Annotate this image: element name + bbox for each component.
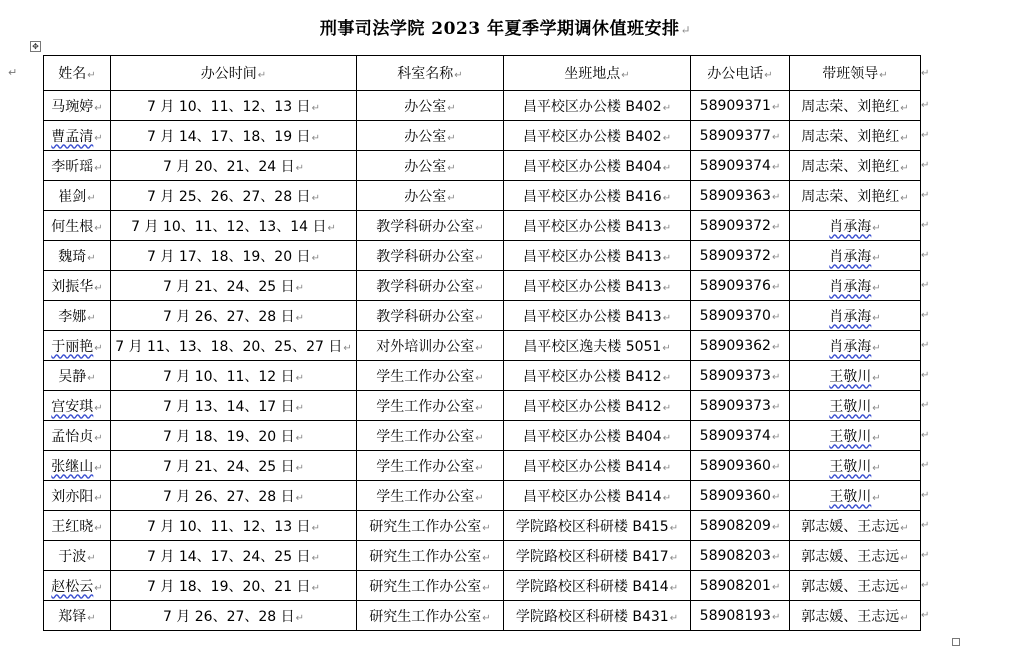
- table-row: [44, 121, 932, 151]
- cell-dept[interactable]: [357, 601, 504, 631]
- cell-dept-text: 学生工作办公室: [376, 458, 475, 475]
- cell-leader-text: 肖承海: [829, 308, 872, 325]
- cell-dept[interactable]: [357, 271, 504, 301]
- cell-phone-text: 58909377: [699, 127, 771, 144]
- table-row: [44, 151, 932, 181]
- cell-name[interactable]: [44, 571, 111, 601]
- cell-dept[interactable]: [357, 391, 504, 421]
- cell-name-text: 崔剑: [58, 188, 87, 205]
- row-end-mark-icon: ↵: [921, 190, 930, 201]
- cell-leader-text: 郭志媛、王志远: [801, 578, 900, 595]
- table-resize-handle-icon[interactable]: [952, 638, 960, 646]
- cell-leader[interactable]: [790, 361, 921, 391]
- cell-dept[interactable]: [357, 481, 504, 511]
- cell-name[interactable]: [44, 391, 111, 421]
- row-end-mark-icon: ↵: [921, 130, 930, 141]
- cell-time-text: 7 月 13、14、17 日: [162, 398, 295, 415]
- cell-phone-text: 58908209: [699, 517, 771, 534]
- title-text: 刑事司法学院 2023 年夏季学期调休值班安排: [319, 19, 680, 39]
- cell-leader[interactable]: [790, 331, 921, 361]
- cell-leader[interactable]: [790, 571, 921, 601]
- cell-location-text: 昌平校区办公楼 B413: [522, 308, 662, 325]
- cell-location-text: 昌平校区办公楼 B404: [522, 158, 662, 175]
- table-row: [44, 241, 932, 271]
- cell-name[interactable]: [44, 601, 111, 631]
- cell-leader-text: 王敬川: [829, 488, 872, 505]
- cell-time[interactable]: [111, 511, 357, 541]
- cell-location[interactable]: [504, 541, 691, 571]
- cell-location[interactable]: [504, 91, 691, 121]
- cell-time[interactable]: [111, 271, 357, 301]
- table-row: [44, 391, 932, 421]
- cell-phone[interactable]: [691, 391, 790, 421]
- header-name[interactable]: 姓名 ↵: [44, 56, 111, 91]
- cell-leader-text: 王敬川: [829, 428, 872, 445]
- row-end-mark-icon: ↵: [921, 370, 930, 381]
- cell-phone[interactable]: [691, 91, 790, 121]
- cell-leader[interactable]: [790, 541, 921, 571]
- table-row: [44, 571, 932, 601]
- row-end-mark-icon: ↵: [921, 550, 930, 561]
- cell-location[interactable]: [504, 361, 691, 391]
- cell-name[interactable]: [44, 421, 111, 451]
- cell-leader[interactable]: [790, 121, 921, 151]
- cell-leader-text: 王敬川: [829, 368, 872, 385]
- cell-dept-text: 研究生工作办公室: [369, 518, 482, 535]
- paragraph-mark-icon: ↵: [680, 23, 692, 37]
- cell-dept[interactable]: [357, 511, 504, 541]
- table-row: [44, 541, 932, 571]
- cell-location[interactable]: [504, 571, 691, 601]
- cell-time-text: 7 月 11、13、18、20、25、27 日: [115, 338, 343, 355]
- cell-time-text: 7 月 10、11、12、13 日: [147, 518, 311, 535]
- cell-location[interactable]: [504, 511, 691, 541]
- table-row: [44, 361, 932, 391]
- cell-time-text: 7 月 21、24、25 日: [162, 458, 295, 475]
- cell-dept[interactable]: [357, 181, 504, 211]
- row-end-mark-icon: ↵: [921, 430, 930, 441]
- header-location[interactable]: 坐班地点 ↵: [504, 56, 691, 91]
- cell-time[interactable]: [111, 151, 357, 181]
- cell-dept-text: 研究生工作办公室: [369, 608, 482, 625]
- cell-name-text: 李昕瑶: [51, 158, 94, 175]
- cell-time[interactable]: [111, 391, 357, 421]
- cell-name[interactable]: [44, 271, 111, 301]
- cell-phone[interactable]: [691, 571, 790, 601]
- cell-location-text: 昌平校区办公楼 B412: [522, 398, 662, 415]
- cell-leader-text: 王敬川: [829, 398, 872, 415]
- cell-phone-text: 58909376: [699, 277, 771, 294]
- cell-location-text: 昌平校区办公楼 B414: [522, 488, 662, 505]
- cell-dept-text: 学生工作办公室: [376, 488, 475, 505]
- cell-phone-text: 58909370: [699, 307, 771, 324]
- row-end-mark-icon: ↵: [921, 160, 930, 171]
- cell-time[interactable]: [111, 241, 357, 271]
- cell-leader-text: 周志荣、刘艳红: [801, 158, 900, 175]
- table-row: [44, 601, 932, 631]
- cell-name-text: 于丽艳: [51, 338, 94, 355]
- cell-name[interactable]: [44, 91, 111, 121]
- cell-leader-text: 郭志媛、王志远: [801, 518, 900, 535]
- cell-location-text: 昌平校区办公楼 B416: [522, 188, 662, 205]
- cell-name-text: 刘亦阳: [51, 488, 94, 505]
- cell-dept-text: 办公室: [404, 128, 447, 145]
- cell-location-text: 昌平校区办公楼 B412: [522, 368, 662, 385]
- cell-name[interactable]: [44, 181, 111, 211]
- cell-dept[interactable]: [357, 571, 504, 601]
- table-row: [44, 271, 932, 301]
- cell-time-text: 7 月 21、24、25 日: [162, 278, 295, 295]
- cell-location-text: 学院路校区科研楼 B414: [515, 578, 669, 595]
- cell-time-text: 7 月 25、26、27、28 日: [147, 188, 311, 205]
- cell-leader[interactable]: [790, 91, 921, 121]
- cell-dept[interactable]: [357, 331, 504, 361]
- cell-name[interactable]: [44, 541, 111, 571]
- cell-name-text: 吴静: [58, 368, 87, 385]
- cell-name-text: 于波: [58, 548, 87, 565]
- cell-dept-text: 学生工作办公室: [376, 368, 475, 385]
- cell-phone[interactable]: [691, 241, 790, 271]
- cell-location-text: 昌平校区办公楼 B413: [522, 218, 662, 235]
- cell-time[interactable]: [111, 361, 357, 391]
- cell-time[interactable]: [111, 451, 357, 481]
- cell-time-text: 7 月 26、27、28 日: [162, 488, 295, 505]
- cell-dept[interactable]: [357, 451, 504, 481]
- row-end-mark-icon: ↵: [921, 460, 930, 471]
- cell-leader[interactable]: [790, 601, 921, 631]
- cell-location[interactable]: [504, 181, 691, 211]
- table-header-row: [44, 56, 932, 91]
- cell-phone-text: 58909362: [699, 337, 771, 354]
- cell-name-text: 魏琦: [58, 248, 87, 265]
- row-end-mark-icon: ↵: [921, 310, 930, 321]
- cell-phone[interactable]: [691, 361, 790, 391]
- cell-name-text: 马琬婷: [51, 98, 94, 115]
- cell-name[interactable]: [44, 151, 111, 181]
- cell-leader[interactable]: [790, 511, 921, 541]
- cell-phone-text: 58909371: [699, 97, 771, 114]
- cell-phone-text: 58909374: [699, 427, 771, 444]
- cell-location[interactable]: [504, 271, 691, 301]
- cell-phone[interactable]: [691, 301, 790, 331]
- cell-dept[interactable]: [357, 211, 504, 241]
- cell-phone-text: 58909373: [699, 367, 771, 384]
- cell-name[interactable]: [44, 301, 111, 331]
- cell-dept-text: 办公室: [404, 158, 447, 175]
- row-end-mark-icon: ↵: [921, 100, 930, 111]
- row-end-mark-icon: ↵: [921, 490, 930, 501]
- cell-phone[interactable]: [691, 601, 790, 631]
- header-dept[interactable]: 科室名称 ↵: [357, 56, 504, 91]
- cell-time[interactable]: [111, 181, 357, 211]
- table-row: [44, 91, 932, 121]
- cell-time-text: 7 月 14、17、24、25 日: [147, 548, 311, 565]
- cell-leader[interactable]: [790, 391, 921, 421]
- document-title: [0, 14, 1011, 39]
- cell-location-text: 昌平校区办公楼 B402: [522, 128, 662, 145]
- table-row: [44, 451, 932, 481]
- cell-name-text: 郑铎: [58, 608, 87, 625]
- cell-location-text: 学院路校区科研楼 B415: [515, 518, 669, 535]
- cell-phone[interactable]: [691, 451, 790, 481]
- cell-dept-text: 教学科研办公室: [376, 248, 475, 265]
- table-body: [44, 91, 932, 631]
- cell-leader[interactable]: [790, 481, 921, 511]
- cell-leader-text: 肖承海: [829, 278, 872, 295]
- row-end-mark-icon: ↵: [921, 610, 930, 621]
- cell-time[interactable]: [111, 601, 357, 631]
- cell-phone-text: 58909360: [699, 457, 771, 474]
- cell-location-text: 学院路校区科研楼 B417: [515, 548, 669, 565]
- cell-phone-text: 58909374: [699, 157, 771, 174]
- cell-name[interactable]: [44, 451, 111, 481]
- cell-location[interactable]: [504, 421, 691, 451]
- cell-name[interactable]: [44, 481, 111, 511]
- cell-phone[interactable]: [691, 271, 790, 301]
- cell-location[interactable]: [504, 121, 691, 151]
- cell-leader[interactable]: [790, 301, 921, 331]
- table-row: [44, 181, 932, 211]
- cell-phone[interactable]: [691, 121, 790, 151]
- cell-time-text: 7 月 17、18、19、20 日: [147, 248, 311, 265]
- cell-phone[interactable]: [691, 151, 790, 181]
- cell-location-text: 昌平校区办公楼 B404: [522, 428, 662, 445]
- cell-name-text: 孟怡贞: [51, 428, 94, 445]
- table-row: [44, 511, 932, 541]
- cell-leader[interactable]: [790, 151, 921, 181]
- cell-time[interactable]: [111, 91, 357, 121]
- cell-name-text: 宫安琪: [51, 398, 94, 415]
- row-end-mark-icon: ↵: [921, 250, 930, 261]
- cell-dept-text: 学生工作办公室: [376, 398, 475, 415]
- cell-phone[interactable]: [691, 541, 790, 571]
- cell-leader[interactable]: [790, 241, 921, 271]
- cell-name-text: 李娜: [58, 308, 87, 325]
- cell-name[interactable]: [44, 121, 111, 151]
- cell-name-text: 曹孟清: [51, 128, 94, 145]
- cell-name-text: 刘振华: [51, 278, 94, 295]
- cell-dept-text: 办公室: [404, 98, 447, 115]
- paragraph-mark-icon: ↵: [8, 66, 18, 79]
- cell-time-text: 7 月 10、11、12、13、14 日: [131, 218, 327, 235]
- cell-leader[interactable]: [790, 421, 921, 451]
- cell-dept-text: 教学科研办公室: [376, 308, 475, 325]
- cell-time[interactable]: [111, 481, 357, 511]
- cell-time[interactable]: [111, 331, 357, 361]
- cell-dept[interactable]: [357, 301, 504, 331]
- cell-time[interactable]: [111, 121, 357, 151]
- cell-dept[interactable]: [357, 151, 504, 181]
- cell-location-text: 昌平校区办公楼 B414: [522, 458, 662, 475]
- header-phone[interactable]: 办公电话 ↵: [691, 56, 790, 91]
- cell-leader-text: 王敬川: [829, 458, 872, 475]
- cell-time-text: 7 月 10、11、12 日: [162, 368, 295, 385]
- cell-leader-text: 肖承海: [829, 338, 872, 355]
- cell-dept[interactable]: [357, 421, 504, 451]
- cell-time[interactable]: [111, 571, 357, 601]
- row-end-mark-icon: ↵: [921, 340, 930, 351]
- cell-phone[interactable]: [691, 481, 790, 511]
- cell-name[interactable]: [44, 331, 111, 361]
- cell-phone-text: 58909372: [699, 217, 771, 234]
- cell-leader[interactable]: [790, 271, 921, 301]
- cell-name[interactable]: [44, 361, 111, 391]
- cell-location[interactable]: [504, 451, 691, 481]
- table-row: [44, 301, 932, 331]
- cell-name[interactable]: [44, 511, 111, 541]
- cell-location-text: 学院路校区科研楼 B431: [515, 608, 669, 625]
- cell-dept[interactable]: [357, 241, 504, 271]
- cell-phone-text: 58909363: [699, 187, 771, 204]
- cell-dept[interactable]: [357, 91, 504, 121]
- cell-dept-text: 办公室: [404, 188, 447, 205]
- cell-location-text: 昌平校区办公楼 B413: [522, 278, 662, 295]
- cell-dept[interactable]: [357, 361, 504, 391]
- row-end-mark-icon: ↵: [921, 220, 930, 231]
- cell-dept-text: 教学科研办公室: [376, 218, 475, 235]
- cell-location-text: 昌平校区办公楼 B402: [522, 98, 662, 115]
- cell-dept-text: 研究生工作办公室: [369, 578, 482, 595]
- cell-time-text: 7 月 18、19、20、21 日: [147, 578, 311, 595]
- cell-phone-text: 58908201: [699, 577, 771, 594]
- cell-location[interactable]: [504, 601, 691, 631]
- cell-time-text: 7 月 18、19、20 日: [162, 428, 295, 445]
- cell-dept-text: 对外培训办公室: [376, 338, 475, 355]
- cell-dept-text: 研究生工作办公室: [369, 548, 482, 565]
- cell-name[interactable]: [44, 241, 111, 271]
- cell-time[interactable]: [111, 421, 357, 451]
- cell-phone-text: 58908193: [699, 607, 771, 624]
- cell-location[interactable]: [504, 211, 691, 241]
- cell-phone-text: 58909372: [699, 247, 771, 264]
- table-row: [44, 481, 932, 511]
- cell-leader[interactable]: [790, 451, 921, 481]
- cell-leader-text: 肖承海: [829, 218, 872, 235]
- cell-time[interactable]: [111, 541, 357, 571]
- cell-name-text: 张继山: [51, 458, 94, 475]
- cell-phone-text: 58908203: [699, 547, 771, 564]
- cell-location[interactable]: [504, 331, 691, 361]
- header-leader[interactable]: 带班领导 ↵: [790, 56, 921, 91]
- cell-phone[interactable]: [691, 421, 790, 451]
- row-end-mark-icon: ↵: [921, 67, 930, 79]
- cell-location-text: 昌平校区逸夫楼 5051: [523, 338, 662, 355]
- cell-phone[interactable]: [691, 211, 790, 241]
- cell-time[interactable]: [111, 211, 357, 241]
- cell-phone[interactable]: [691, 511, 790, 541]
- cell-dept-text: 学生工作办公室: [376, 428, 475, 445]
- cell-time-text: 7 月 10、11、12、13 日: [147, 98, 311, 115]
- cell-location[interactable]: [504, 301, 691, 331]
- table-row: [44, 421, 932, 451]
- header-time[interactable]: 办公时间 ↵: [111, 56, 357, 91]
- cell-dept[interactable]: [357, 541, 504, 571]
- cell-name-text: 王红晓: [51, 518, 94, 535]
- cell-time-text: 7 月 14、17、18、19 日: [147, 128, 311, 145]
- cell-dept-text: 教学科研办公室: [376, 278, 475, 295]
- cell-time-text: 7 月 26、27、28 日: [162, 308, 295, 325]
- cell-phone-text: 58909373: [699, 397, 771, 414]
- cell-leader-text: 郭志媛、王志远: [801, 548, 900, 565]
- cell-location-text: 昌平校区办公楼 B413: [522, 248, 662, 265]
- cell-location[interactable]: [504, 481, 691, 511]
- row-end-mark-icon: ↵: [921, 280, 930, 291]
- cell-phone[interactable]: [691, 181, 790, 211]
- cell-name[interactable]: [44, 211, 111, 241]
- duty-schedule-table: [43, 55, 932, 631]
- cell-name-text: 赵松云: [51, 578, 94, 595]
- cell-location[interactable]: [504, 241, 691, 271]
- row-end-mark-icon: ↵: [921, 520, 930, 531]
- cell-leader[interactable]: [790, 181, 921, 211]
- row-end-mark-icon: ↵: [921, 580, 930, 591]
- cell-leader-text: 周志荣、刘艳红: [801, 128, 900, 145]
- table-move-handle-icon[interactable]: ✥: [30, 41, 41, 52]
- cell-location[interactable]: [504, 151, 691, 181]
- cell-location[interactable]: [504, 391, 691, 421]
- table-row: [44, 211, 932, 241]
- cell-leader-text: 周志荣、刘艳红: [801, 188, 900, 205]
- cell-leader-text: 周志荣、刘艳红: [801, 98, 900, 115]
- cell-phone[interactable]: [691, 331, 790, 361]
- cell-time-text: 7 月 20、21、24 日: [162, 158, 295, 175]
- cell-name-text: 何生根: [51, 218, 94, 235]
- cell-dept[interactable]: [357, 121, 504, 151]
- cell-time[interactable]: [111, 301, 357, 331]
- row-end-mark-icon: ↵: [921, 400, 930, 411]
- cell-leader-text: 肖承海: [829, 248, 872, 265]
- table-row: [44, 331, 932, 361]
- cell-leader-text: 郭志媛、王志远: [801, 608, 900, 625]
- cell-leader[interactable]: [790, 211, 921, 241]
- cell-time-text: 7 月 26、27、28 日: [162, 608, 295, 625]
- cell-phone-text: 58909360: [699, 487, 771, 504]
